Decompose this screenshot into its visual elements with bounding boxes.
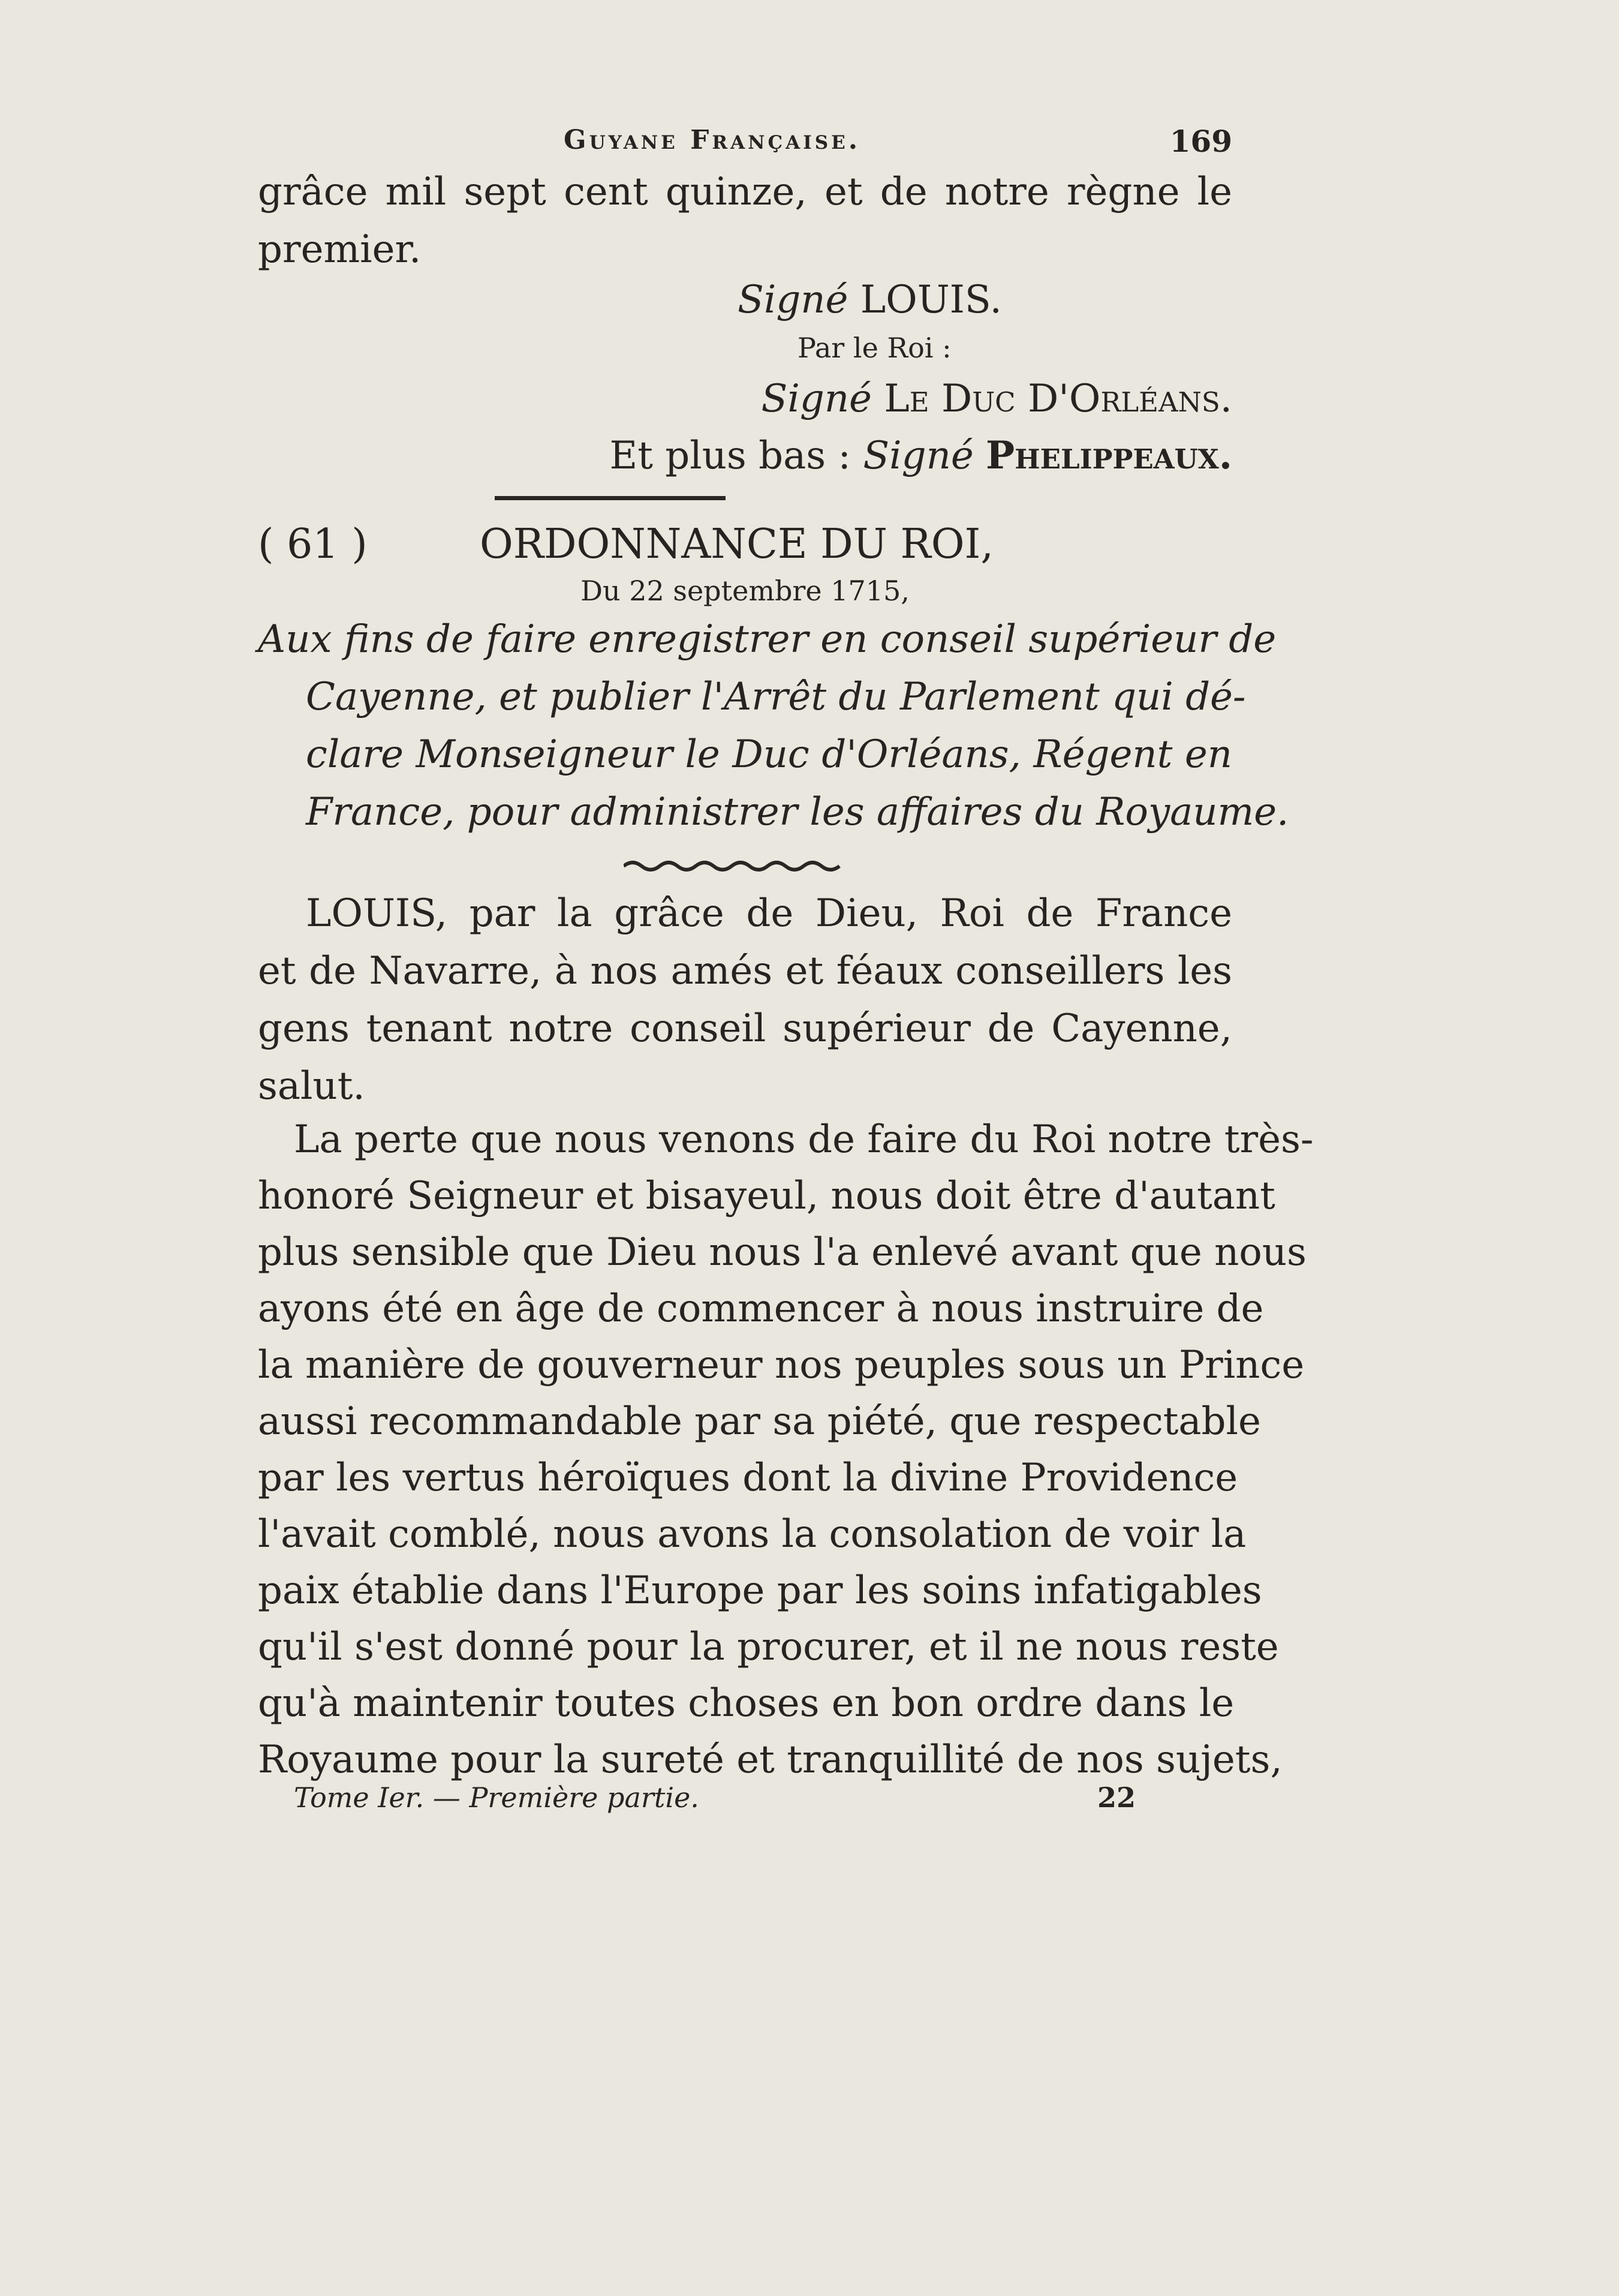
text-line: l'avait comblé, nous avons la consolation de voir la <box>258 1512 1247 1556</box>
subtitle-line: clare Monseigneur le Duc d'Orléans, Régent en <box>306 732 1232 777</box>
subtitle-line: Cayenne, et publier l'Arrêt du Parlement qui dé- <box>306 675 1246 719</box>
ordonnance-title: ORDONNANCE DU ROI, <box>480 521 994 568</box>
subtitle-line: Aux fins de faire enregistrer en conseil supérieur de <box>258 617 1277 662</box>
text-line: honoré Seigneur et bisayeul, nous doit être d'autant <box>258 1174 1275 1218</box>
paragraph-body <box>258 1111 1314 1807</box>
signature-louis: Signé LOUIS. <box>738 278 1002 322</box>
text-line: la manière de gouverneur nos peuples sous un Prince <box>258 1343 1305 1387</box>
text-line: Royaume pour la sureté et tranquillité de nos sujets, <box>258 1738 1283 1782</box>
page-number: 169 <box>1169 124 1232 159</box>
signature-phelippeaux: Et plus bas : Signé Phelippeaux. <box>609 433 1232 478</box>
running-head <box>258 125 1232 167</box>
signature-mark: 22 <box>1097 1781 1136 1814</box>
ordonnance-heading <box>258 516 1289 834</box>
paragraph-salutation <box>258 885 1232 1125</box>
running-head-title: Guyane Française. <box>564 125 861 155</box>
text-line: paix établie dans l'Europe par les soins infatigables <box>258 1568 1262 1613</box>
text-line: qu'il s'est donné pour la procurer, et il ne nous reste <box>258 1625 1279 1669</box>
text-line: LOUIS, par la grâce de Dieu, Roi de France <box>306 891 1232 936</box>
page-footer <box>294 1781 1136 1823</box>
ordonnance-number: ( 61 ) <box>258 521 368 568</box>
signature-duc: Signé Le Duc D'Orléans. <box>761 377 1232 421</box>
text-line: premier. <box>258 227 422 272</box>
by-the-king: Par le Roi : <box>798 332 952 364</box>
text-line: et de Navarre, à nos amés et féaux conseillers les <box>258 949 1232 993</box>
text-line: qu'à maintenir toutes choses en bon ordre dans le <box>258 1681 1235 1726</box>
text-line: ayons été en âge de commencer à nous instruire de <box>258 1287 1264 1331</box>
decorative-wave-rule <box>624 858 845 872</box>
text-line: par les vertus héroïques dont la divine Providence <box>258 1456 1238 1500</box>
text-line: aussi recommandable par sa piété, que respectable <box>258 1399 1261 1444</box>
ordonnance-date: Du 22 septembre 1715, <box>580 575 910 607</box>
volume-note: Tome Ier. — Première partie. <box>294 1781 699 1814</box>
text-line: La perte que nous venons de faire du Roi notre très- <box>294 1117 1314 1162</box>
text-line: salut. <box>258 1064 365 1108</box>
separator-rule <box>495 496 726 500</box>
text-line: gens tenant notre conseil supérieur de Cayenne, <box>258 1006 1232 1051</box>
text-line: grâce mil sept cent quinze, et de notre règne le <box>258 170 1232 214</box>
text-line: plus sensible que Dieu nous l'a enlevé avant que nous <box>258 1230 1307 1275</box>
subtitle-line: France, pour administrer les affaires du Royaume. <box>306 790 1289 834</box>
